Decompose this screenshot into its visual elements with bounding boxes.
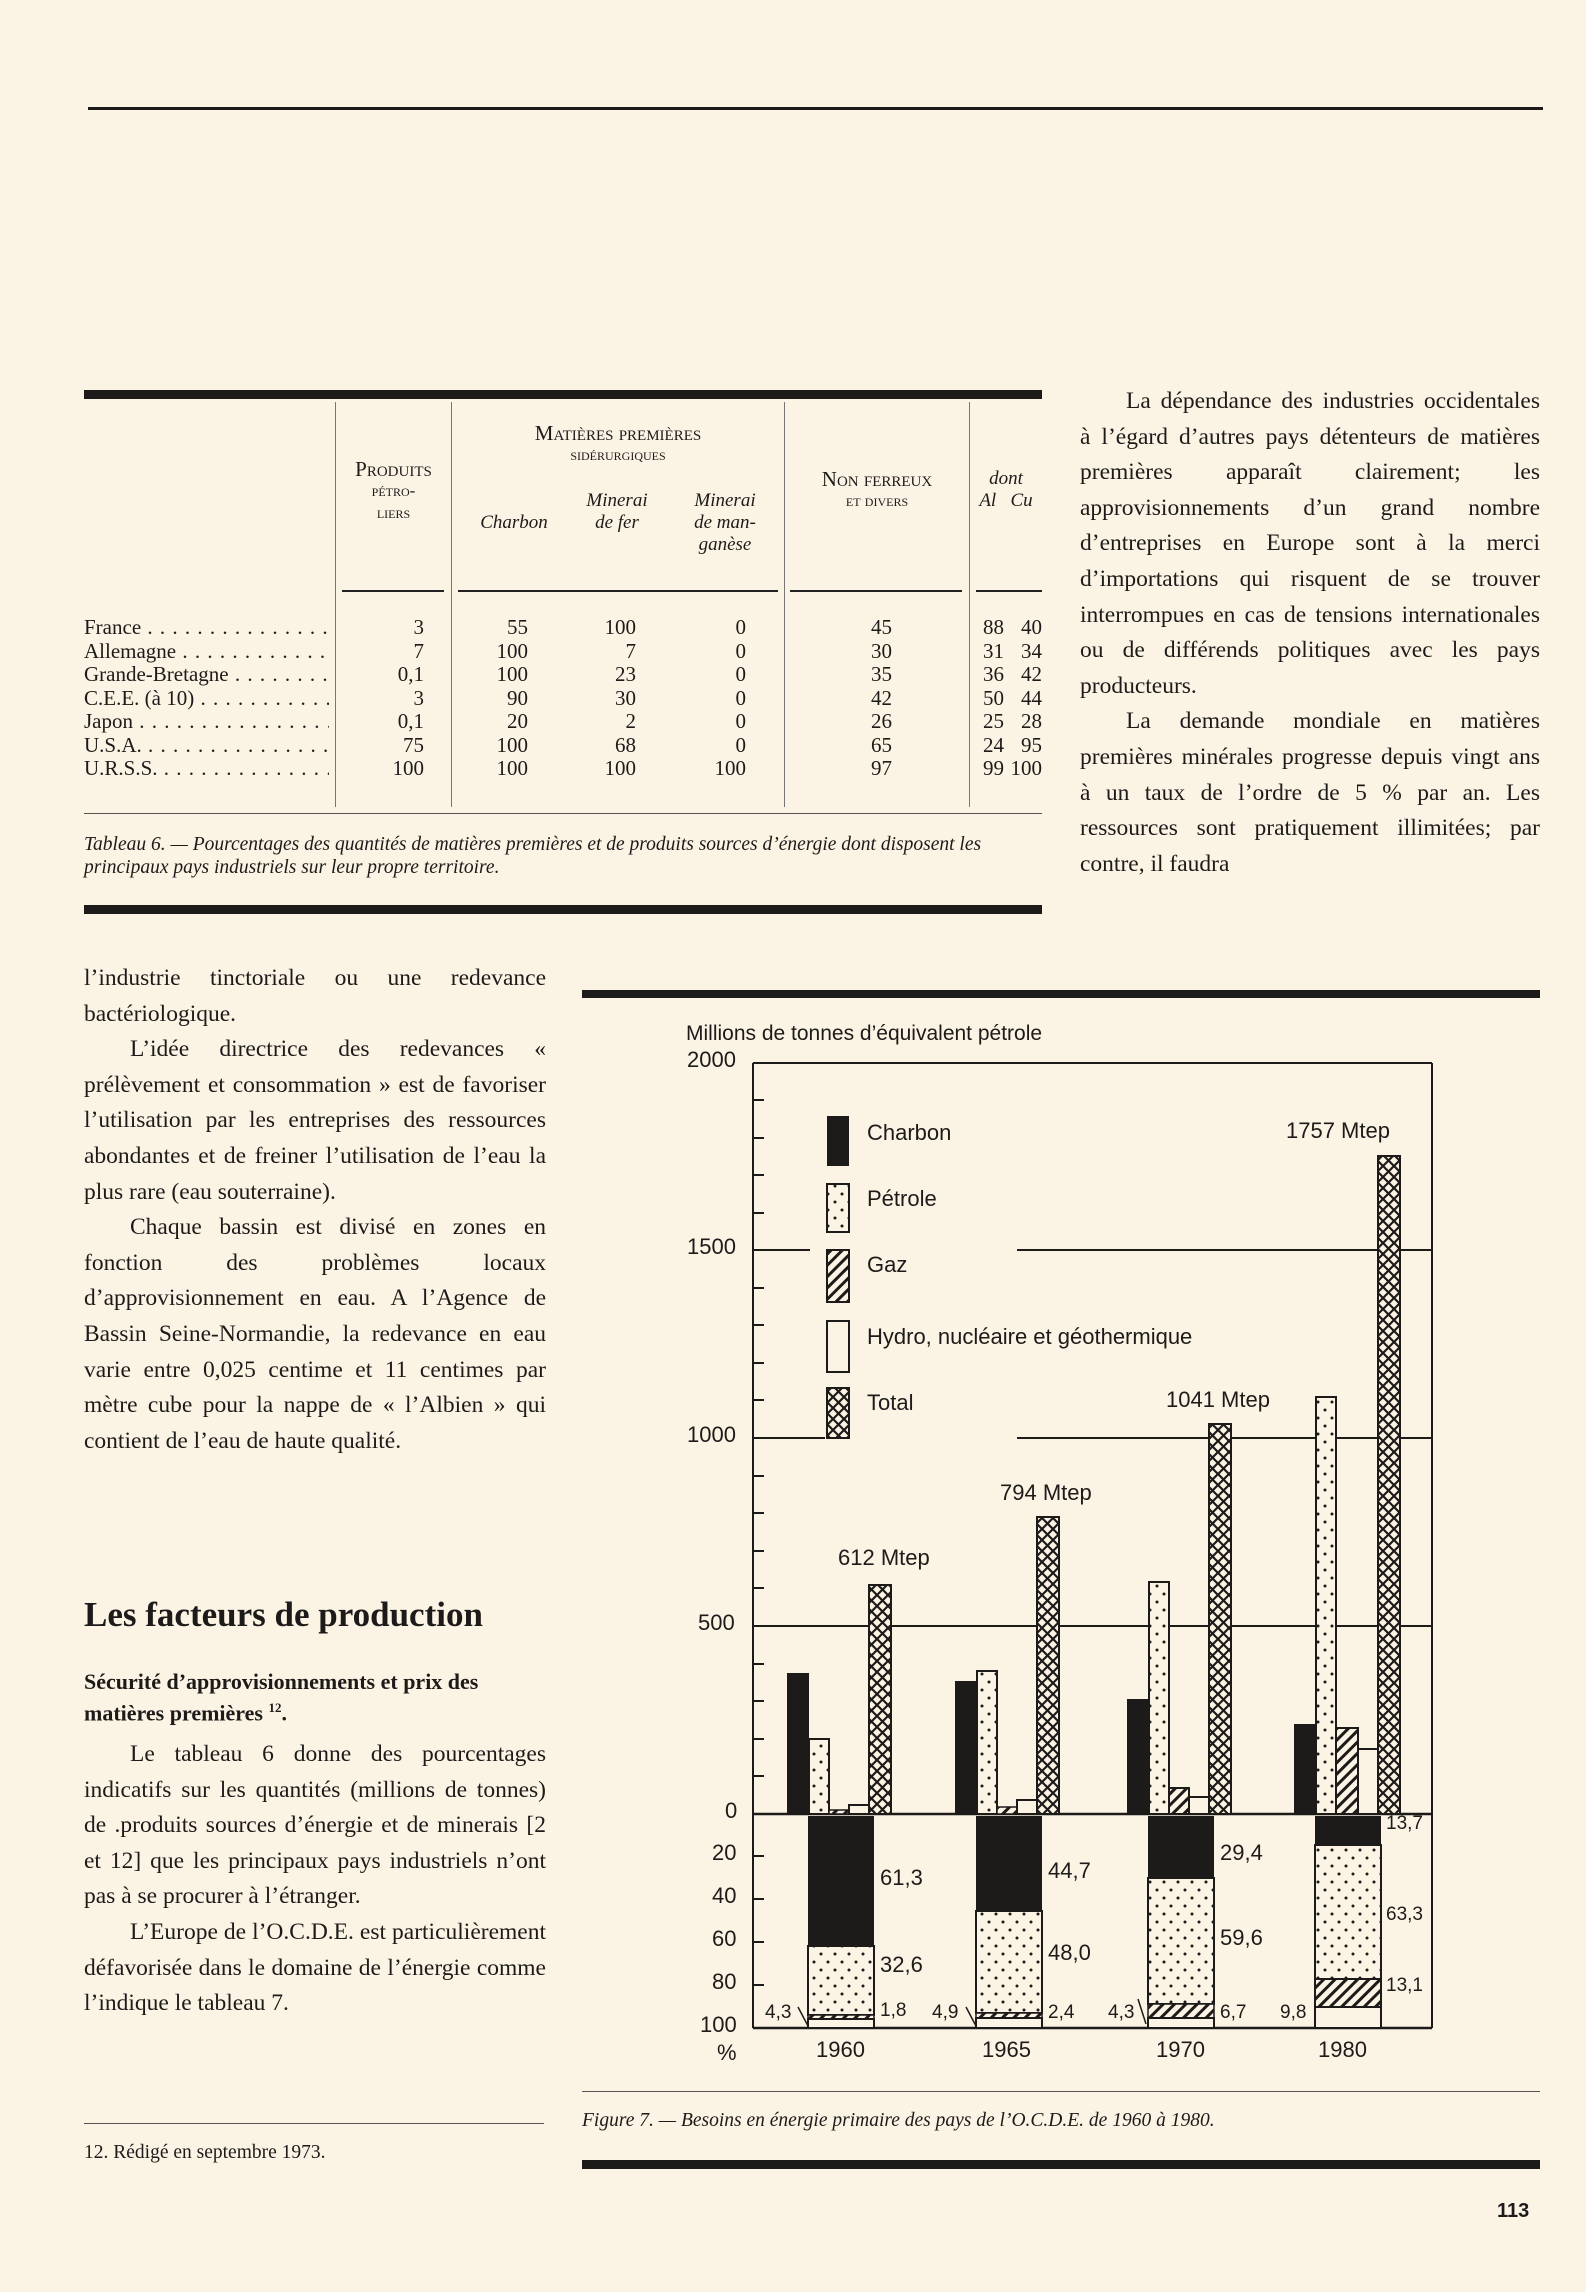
pct-1960-gaz: 1,8 (880, 2000, 907, 2021)
header-dont: dont Al Cu (979, 468, 1033, 511)
paragraph: L’idée directrice des redevances « prélèvement et consommation » est de favoriser l’utilisation par les entreprises des ressources abondantes et de freiner l’utilisation de l’eau la plus rare (eau souterraine). (84, 1036, 546, 1205)
page-number: 113 (1497, 2200, 1530, 2222)
figure-7-chart (580, 990, 1560, 2085)
pct-1960-petrole: 32,6 (880, 1952, 923, 1977)
paragraph: L’Europe de l’O.C.D.E. est particulièrement défavorisée dans le domaine de l’énergie comme l’indique le tableau 7. (84, 1918, 546, 2017)
x-label-1970: 1970 (1156, 2037, 1205, 2062)
header-minerai-manganese: Minerai de man- ganèse (694, 490, 756, 555)
section-heading: Les facteurs de production (84, 1595, 483, 1634)
pct-tick-80: 80 (712, 1969, 737, 1994)
pct-1980-gaz: 13,1 (1386, 1975, 1423, 1996)
paragraph: Le tableau 6 donne des pourcentages indicatifs sur les quantités (millions de tonnes) de .produits sources d’énergie et de minerais [2 et 12] que les principaux pays industriels n’ont pas à se procurer à l’étranger. (84, 1741, 546, 1910)
table-row: Allemagne . . . 7 100 7 0 30 31 34 (84, 640, 1042, 664)
right-column-text (1080, 384, 1540, 882)
table-caption-rule (84, 905, 1042, 914)
pct-tick-60: 60 (712, 1926, 737, 1951)
pct-1960-hydro: 4,3 (765, 2002, 792, 2023)
figure-bottom-rule (582, 2160, 1540, 2169)
footnote-ref[interactable]: 12 (268, 1700, 282, 1715)
footnote: 12. Rédigé en septembre 1973. (84, 2142, 326, 2163)
pct-1970-petrole: 59,6 (1220, 1925, 1263, 1950)
total-label-1965: 794 Mtep (1000, 1480, 1092, 1505)
pct-1965-charbon: 44,7 (1048, 1858, 1091, 1883)
x-label-1965: 1965 (982, 2037, 1031, 2062)
table-row: C.E.E. (à 10) . . . 3 90 30 0 42 50 44 (84, 687, 1042, 711)
header-produits-petroliers: Produits pétro- liers (355, 457, 432, 522)
table-row: U.R.S.S. . . . 100 100 100 100 97 99 100 (84, 757, 1042, 781)
pct-1970-gaz: 6,7 (1220, 2002, 1247, 2023)
y-tick-2000: 2000 (687, 1047, 736, 1072)
x-label-1960: 1960 (816, 2037, 865, 2062)
y-axis-title: Millions de tonnes d’équivalent pétrole (686, 1022, 1043, 1045)
header-non-ferreux: Non ferreux et divers (821, 467, 933, 510)
total-label-1960: 612 Mtep (838, 1545, 930, 1570)
footnote-rule (84, 2123, 544, 2124)
legend-charbon: Charbon (867, 1120, 952, 1145)
header-minerai-fer: Minerai de fer (586, 490, 648, 533)
table-6 (84, 402, 1042, 807)
total-label-1980: 1757 Mtep (1286, 1118, 1390, 1143)
total-label-1970: 1041 Mtep (1166, 1387, 1270, 1412)
left-column-text-2 (84, 1737, 546, 2022)
y-tick-0: 0 (725, 1798, 738, 1823)
table-row: U.S.A. . . . 75 100 68 0 65 24 95 (84, 734, 1042, 758)
pct-1960-charbon: 61,3 (880, 1865, 923, 1890)
pct-1965-gaz: 2,4 (1048, 2002, 1075, 2023)
header-rule (88, 107, 1543, 110)
table-bottom-rule (84, 813, 1042, 814)
paragraph: La dépendance des industries occidentales à l’égard d’autres pays détenteurs de matières premières apparaît clairement; les approvisionnements d’un grand nombre d’entreprises en Europe sont à la merci d’importations qui risquent de se trouver interrompues en cas de tensions internationales ou de différends politiques avec les pays producteurs. (1080, 388, 1540, 699)
header-matieres-group: Matières premières sidérurgiques (534, 421, 702, 464)
x-label-1980: 1980 (1318, 2037, 1367, 2062)
pct-tick-20: 20 (712, 1840, 737, 1865)
legend-hydro: Hydro, nucléaire et géothermique (867, 1324, 1193, 1349)
pct-1980-hydro: 9,8 (1280, 2002, 1307, 2023)
table-row: Grande-Bretagne . . . 0,1 100 23 0 35 36 42 (84, 663, 1042, 687)
table-row: Japon . . . 0,1 20 2 0 26 25 28 (84, 710, 1042, 734)
table-top-rule (84, 390, 1042, 399)
pct-tick-40: 40 (712, 1883, 737, 1908)
pct-1970-charbon: 29,4 (1220, 1840, 1263, 1865)
figure-7-caption: Figure 7. — Besoins en énergie primaire des pays de l’O.C.D.E. de 1960 à 1980. (582, 2110, 1215, 2131)
pct-tick-100: 100 (700, 2012, 737, 2037)
legend-petrole: Pétrole (867, 1186, 937, 1211)
pct-axis-label: % (717, 2040, 737, 2065)
table-row: France . . . 3 55 100 0 45 88 40 (84, 616, 1042, 640)
header-charbon: Charbon (480, 512, 548, 533)
y-tick-1500: 1500 (687, 1234, 736, 1259)
legend-total: Total (867, 1390, 914, 1415)
y-tick-500: 500 (698, 1610, 735, 1635)
pct-1980-petrole: 63,3 (1386, 1904, 1423, 1925)
left-column-text (84, 961, 546, 1459)
table-6-caption: Tableau 6. — Pourcentages des quantités de matières premières et de produits sources d’énergie dont disposent les principaux pays industriels sur leur propre territoire. (84, 834, 982, 878)
figure-caption-rule (582, 2091, 1540, 2092)
y-tick-1000: 1000 (687, 1422, 736, 1447)
legend-gaz: Gaz (867, 1252, 908, 1277)
pct-1965-hydro: 4,9 (932, 2002, 959, 2023)
paragraph: La demande mondiale en matières premières minérales progresse depuis vingt ans à un taux de l’ordre de 5 % par an. Les ressources sont pratiquement illimitées; par contre, il faudra (1080, 708, 1540, 877)
pct-1965-petrole: 48,0 (1048, 1940, 1091, 1965)
pct-1970-hydro: 4,3 (1108, 2002, 1135, 2023)
pct-1980-charbon: 13,7 (1386, 1813, 1423, 1834)
paragraph: Chaque bassin est divisé en zones en fonction des problèmes locaux d’approvisionnement en eau. A l’Agence de Bassin Seine-Normandie, la redevance en eau varie entre 0,025 centime et 11 centimes par mètre cube pour la nappe de « l’Albien » qui contient de l’eau de haute qualité. (84, 1214, 546, 1454)
paragraph: l’industrie tinctoriale ou une redevance bactériologique. (84, 965, 546, 1027)
subsection-heading: Sécurité d’approvisionnements et prix des matières premières $^{12}$. (84, 1669, 479, 1726)
